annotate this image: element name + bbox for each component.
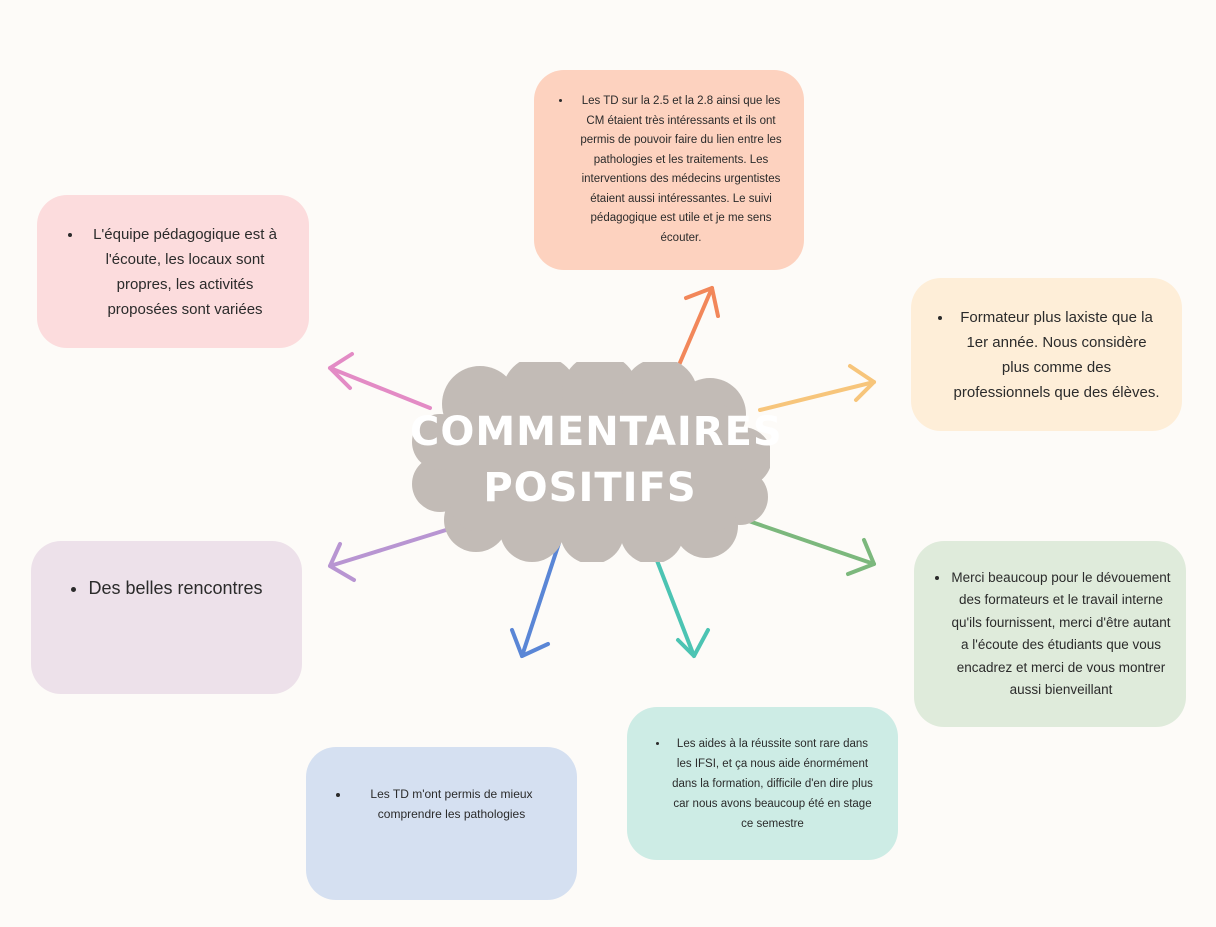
cloud-shape — [410, 362, 783, 562]
card-pedagogie — [37, 195, 309, 348]
card-rencontres — [31, 541, 302, 694]
central-cloud — [410, 362, 783, 562]
cloud-title-line1: COMMENTAIRES — [410, 409, 783, 455]
card-merci-text: • Merci beaucoup pour le dévouement des formateurs et le travail interne qu'ils fournissent, merci d'être autant a l'écoute des étudiants que vous encadrez et merci de vous montrer aussi bienveillant — [950, 567, 1172, 702]
card-aides — [627, 707, 898, 860]
card-pedagogie-text: • L'équipe pédagogique est à l'écoute, les locaux sont propres, les activités proposées sont variées — [83, 222, 287, 322]
card-td-patho-text: • Les TD m'ont permis de mieux comprendre les pathologies — [350, 784, 553, 824]
card-td-cm — [534, 70, 804, 270]
card-td-cm-text: • Les TD sur la 2.5 et la 2.8 ainsi que les CM étaient très intéressants et ils ont permis de pouvoir faire du lien entre les pathologies et les traitements. Les interventions des médecins urgentistes étaient aussi intéressantes. Le suivi pédagogique est utile et je me sens écouter. — [572, 92, 790, 248]
card-formateur — [911, 278, 1182, 431]
card-td-patho — [306, 747, 577, 900]
arrow-to-aides — [656, 558, 694, 656]
cloud-title-line2: POSITIFS — [483, 465, 697, 511]
card-aides-text: • Les aides à la réussite sont rare dans les IFSI, et ça nous aide énormément dans la formation, difficile d'en dire plus car nous avons beaucoup été en stage ce semestre — [669, 734, 876, 834]
arrow-to-formateur — [760, 382, 874, 410]
card-formateur-text: • Formateur plus laxiste que la 1er année. Nous considère plus comme des professionnels que des élèves. — [953, 305, 1160, 405]
card-rencontres-text: • Des belles rencontres — [88, 575, 262, 601]
arrow-to-td-cm — [676, 288, 712, 372]
card-merci — [914, 541, 1186, 727]
